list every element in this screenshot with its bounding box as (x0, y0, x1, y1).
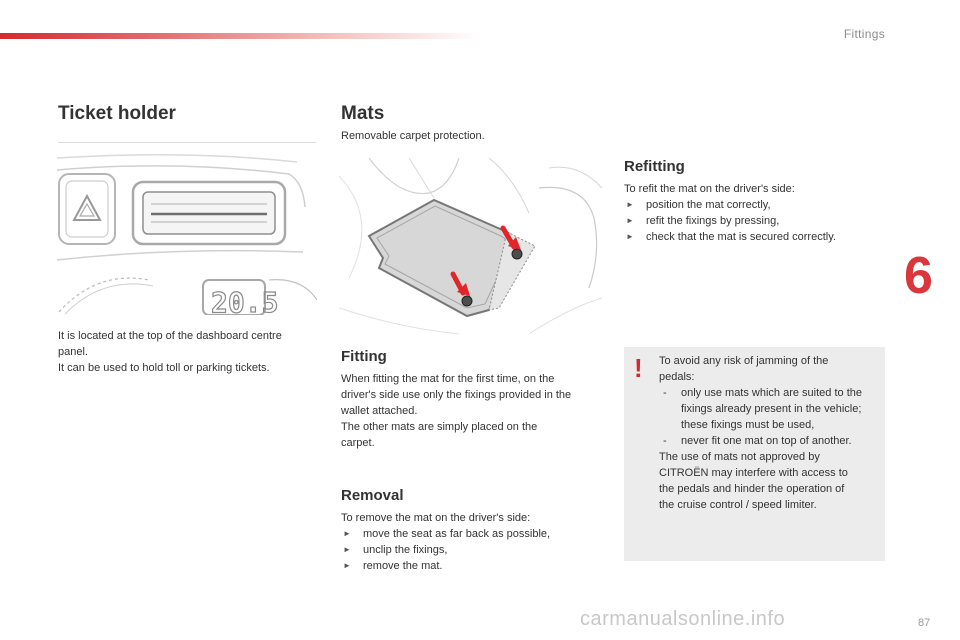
fitting-heading: Fitting (341, 348, 387, 365)
list-item: ► unclip the fixings, (341, 542, 611, 558)
speed-display-value: 20.5 (211, 286, 279, 315)
page-number: 87 (918, 617, 931, 629)
mats-heading: Mats (341, 103, 385, 124)
mats-intro: Removable carpet protection. (341, 130, 485, 142)
list-item: ► position the mat correctly, (624, 197, 894, 213)
list-item: ► refit the fixings by pressing, (624, 213, 894, 229)
removal-intro: To remove the mat on the driver's side: (341, 512, 531, 524)
list-item: - only use mats which are suited to the fixings already present in the vehicle; these fixings must be used, (659, 385, 877, 433)
refitting-heading: Refitting (624, 158, 685, 175)
ticket-holder-illustration (57, 152, 317, 315)
mat-fixing-clip (462, 296, 472, 306)
mat-fitting-illustration (339, 158, 602, 335)
ticket-holder-heading: Ticket holder (58, 103, 176, 124)
refitting-steps (624, 197, 894, 245)
heading-divider (58, 142, 316, 143)
list-item: - never fit one mat on top of another. (659, 433, 877, 449)
removal-steps (341, 526, 611, 574)
watermark: carmanualsonline.info (580, 608, 786, 630)
section-title: Fittings (843, 27, 885, 41)
fitting-text: When fitting the mat for the first time, on the driver's side use only the fixings provided in the wallet attached. The other mats are simply placed on the carpet. (341, 373, 572, 449)
header-accent-bar (0, 33, 480, 39)
list-item: ► move the seat as far back as possible, (341, 526, 611, 542)
warning-exclamation-icon: ! (634, 353, 643, 383)
list-item: ► check that the mat is secured correctly. (624, 229, 894, 245)
removal-heading: Removal (341, 487, 404, 504)
mat-fixing-clip (512, 249, 522, 259)
refitting-intro: To refit the mat on the driver's side: (624, 183, 795, 195)
warning-box (624, 347, 885, 561)
ticket-holder-text: It is located at the top of the dashboard centre panel. It can be used to hold toll or parking tickets. (58, 330, 282, 374)
list-item: ► remove the mat. (341, 558, 611, 574)
warning-text: To avoid any risk of jamming of the pedals: - only use mats which are suited to the fixings already present in the vehicle; these fixings must be used, - never fit one mat on top of another. The use of mats not approved by CITROËN may interfere with access to the pedals and hinder the operation of the cruise control / speed limiter. (659, 353, 877, 513)
chapter-number: 6 (904, 247, 933, 305)
